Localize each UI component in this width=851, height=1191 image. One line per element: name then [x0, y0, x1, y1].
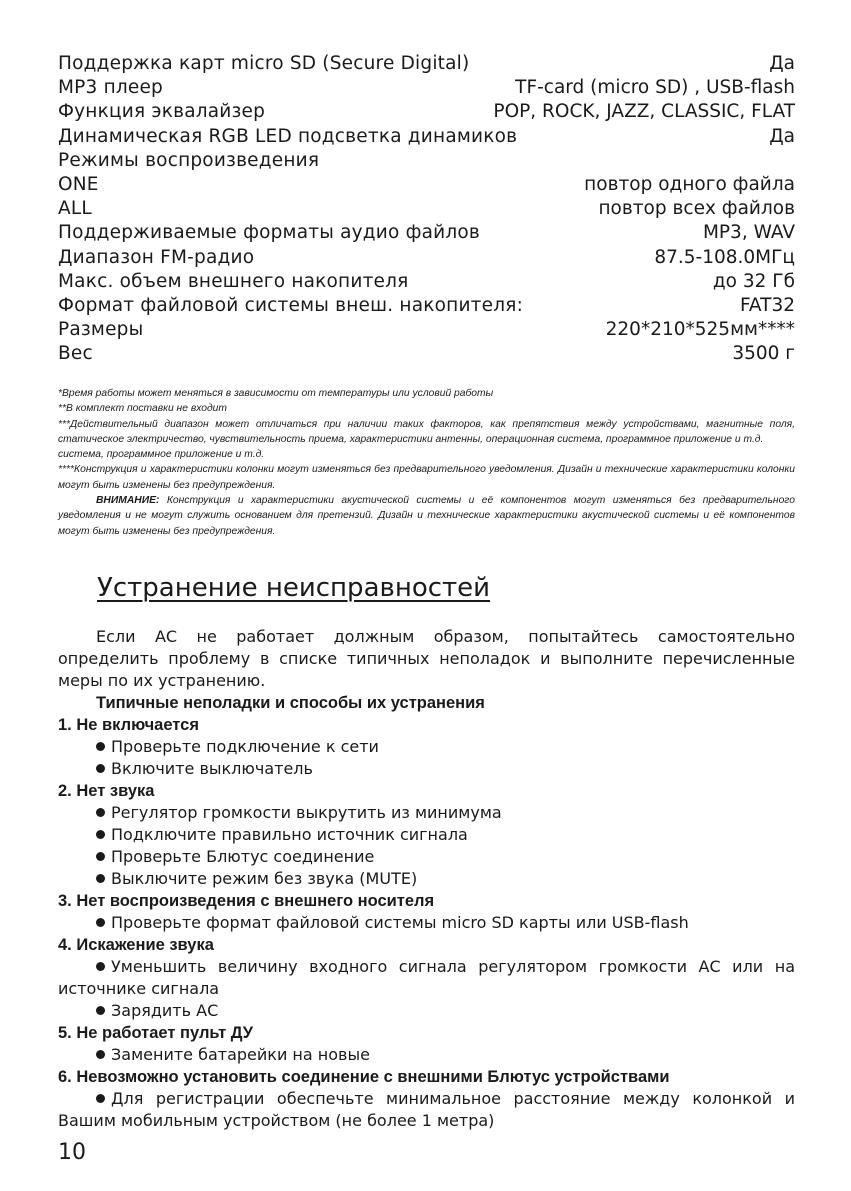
spec-label: Формат файловой системы внеш. накопителя:: [58, 294, 524, 316]
bullet-icon: [96, 830, 105, 839]
step-text: Проверьте Блютус соединение: [111, 847, 375, 866]
spec-row-mp3: [58, 76, 795, 100]
spec-row-dimensions: [58, 318, 795, 342]
bullet-icon: [96, 918, 105, 927]
step-text: Для регистрации обеспечьте минимальное расстояние между колонкой и Вашим мобильным устройством (не более 1 метра): [58, 1089, 795, 1130]
footnote-3-continued: система, программное приложение и т.д.: [58, 449, 265, 461]
step-text: Выключите режим без звука (MUTE): [111, 869, 418, 888]
list-item: [58, 956, 795, 1000]
spec-row-all: [58, 197, 795, 221]
spec-value: Да: [769, 53, 795, 74]
spec-value: 87.5-108.0МГц: [654, 246, 795, 268]
troubleshooting: [58, 626, 795, 1132]
list-item: [58, 802, 795, 824]
spec-row-weight: [58, 342, 795, 366]
spec-value: до 32 Гб: [712, 270, 795, 292]
step-text: Уменьшить величину входного сигнала регулятором громкости АС или на источнике сигнала: [58, 957, 795, 998]
list-item: [58, 1044, 795, 1066]
problem-title: 3. Нет воспроизведения с внешнего носителя: [58, 892, 435, 910]
problem-title: 1. Не включается: [58, 716, 199, 734]
spec-label: Макс. объем внешнего накопителя: [58, 270, 409, 292]
bullet-icon: [96, 808, 105, 817]
list-item: [58, 824, 795, 846]
warning-label: ВНИМАНИЕ:: [96, 495, 160, 507]
spec-value: TF-card (micro SD) , USB-flash: [515, 77, 795, 99]
bullet-icon: [96, 1006, 105, 1015]
step-text: Проверьте формат файловой системы micro SD карты или USB-flash: [111, 913, 689, 932]
step-text: Регулятор громкости выкрутить из минимума: [111, 803, 502, 822]
spec-label: Размеры: [58, 319, 144, 341]
spec-row-one: [58, 173, 795, 197]
step-text: Проверьте подключение к сети: [111, 737, 379, 756]
spec-table: [58, 52, 795, 366]
footnote-1: *Время работы может меняться в зависимости от температуры или условий работы: [58, 388, 494, 399]
spec-row-modes: [58, 149, 795, 173]
spec-label: MP3 плеер: [58, 77, 163, 99]
bullet-icon: [96, 764, 105, 773]
problem-title: 6. Невозможно установить соединение с внешними Блютус устройствами: [58, 1068, 670, 1086]
spec-value: FAT32: [739, 294, 795, 316]
list-item: [58, 868, 795, 890]
spec-value: Да: [769, 125, 795, 147]
spec-label: Режимы воспроизведения: [58, 149, 320, 171]
spec-row-storage: [58, 270, 795, 294]
spec-label: Диапазон FM-радио: [58, 246, 255, 268]
list-item: [58, 758, 795, 780]
spec-row-formats: [58, 221, 795, 245]
problem-title: 4. Искажение звука: [58, 936, 214, 954]
subheading: Типичные неполадки и способы их устранения: [96, 694, 485, 712]
spec-label: ALL: [58, 198, 92, 220]
problem-title: 2. Нет звука: [58, 782, 155, 800]
page-number: 10: [58, 1140, 86, 1165]
spec-row-fm: [58, 246, 795, 270]
list-item: [58, 1000, 795, 1022]
bullet-icon: [96, 852, 105, 861]
bullet-icon: [96, 874, 105, 883]
step-text: Замените батарейки на новые: [111, 1045, 370, 1064]
spec-value: 3500 г: [732, 343, 795, 365]
footnotes: [58, 386, 795, 539]
spec-label: Функция эквалайзер: [58, 101, 266, 123]
bullet-icon: [96, 1094, 105, 1103]
step-text: Включите выключатель: [111, 759, 313, 778]
warning-text: Конструкция и характеристики акустической системы и её компонентов могут изменяться без предварительного уведомления и не могут служить основанием для претензий. Дизайн и технические характеристики акустической системы и её компонентов могут быть изменены без предупреждения.: [58, 495, 795, 537]
spec-value: POP, ROCK, JAZZ, CLASSIC, FLAT: [493, 101, 795, 123]
spec-value: MP3, WAV: [702, 222, 795, 244]
bullet-icon: [96, 962, 105, 971]
step-text: Зарядить АС: [111, 1001, 219, 1020]
spec-row-rgb: [58, 125, 795, 149]
spec-value: повтор всех файлов: [598, 198, 795, 220]
list-item: [58, 912, 795, 934]
list-item: [58, 736, 795, 758]
footnote-2: **В комплект поставки не входит: [58, 403, 227, 415]
footnote-4: ****Конструкция и характеристики колонки могут изменяться без предварительного уведомления. Дизайн и технические характеристики колонки могут быть изменены без предупреждения.: [58, 464, 795, 491]
spec-value: 220*210*525мм****: [605, 319, 795, 341]
spec-label: ONE: [58, 173, 99, 195]
spec-value: повтор одного файла: [584, 173, 795, 195]
spec-row-sd: [58, 52, 795, 76]
spec-label: Динамическая RGB LED подсветка динамиков: [58, 125, 518, 147]
spec-label: Вес: [58, 343, 93, 365]
spec-label: Поддерживаемые форматы аудио файлов: [58, 222, 481, 244]
step-text: Подключите правильно источник сигнала: [111, 825, 468, 844]
spec-label: Поддержка карт micro SD (Secure Digital): [58, 53, 470, 74]
list-item: [58, 846, 795, 868]
bullet-icon: [96, 742, 105, 751]
intro-paragraph: Если АС не работает должным образом, попытайтесь самостоятельно определить проблему в списке типичных неполадок и выполните перечисленные меры по их устранению.: [58, 627, 795, 690]
spec-row-equalizer: [58, 100, 795, 124]
section-title: Устранение неисправностей: [97, 573, 491, 603]
footnote-3: ***Действительный диапазон может отличаться при наличии таких факторов, как препятствия между устройствами, магнитные поля, статическое электричество, чувствительность приема, характеристики антенны, операционная система, программное приложение и т.д.: [58, 418, 795, 445]
problem-title: 5. Не работает пульт ДУ: [58, 1024, 254, 1042]
bullet-icon: [96, 1050, 105, 1059]
list-item: [58, 1088, 795, 1132]
warning-note: [58, 493, 795, 539]
spec-row-filesystem: [58, 294, 795, 318]
